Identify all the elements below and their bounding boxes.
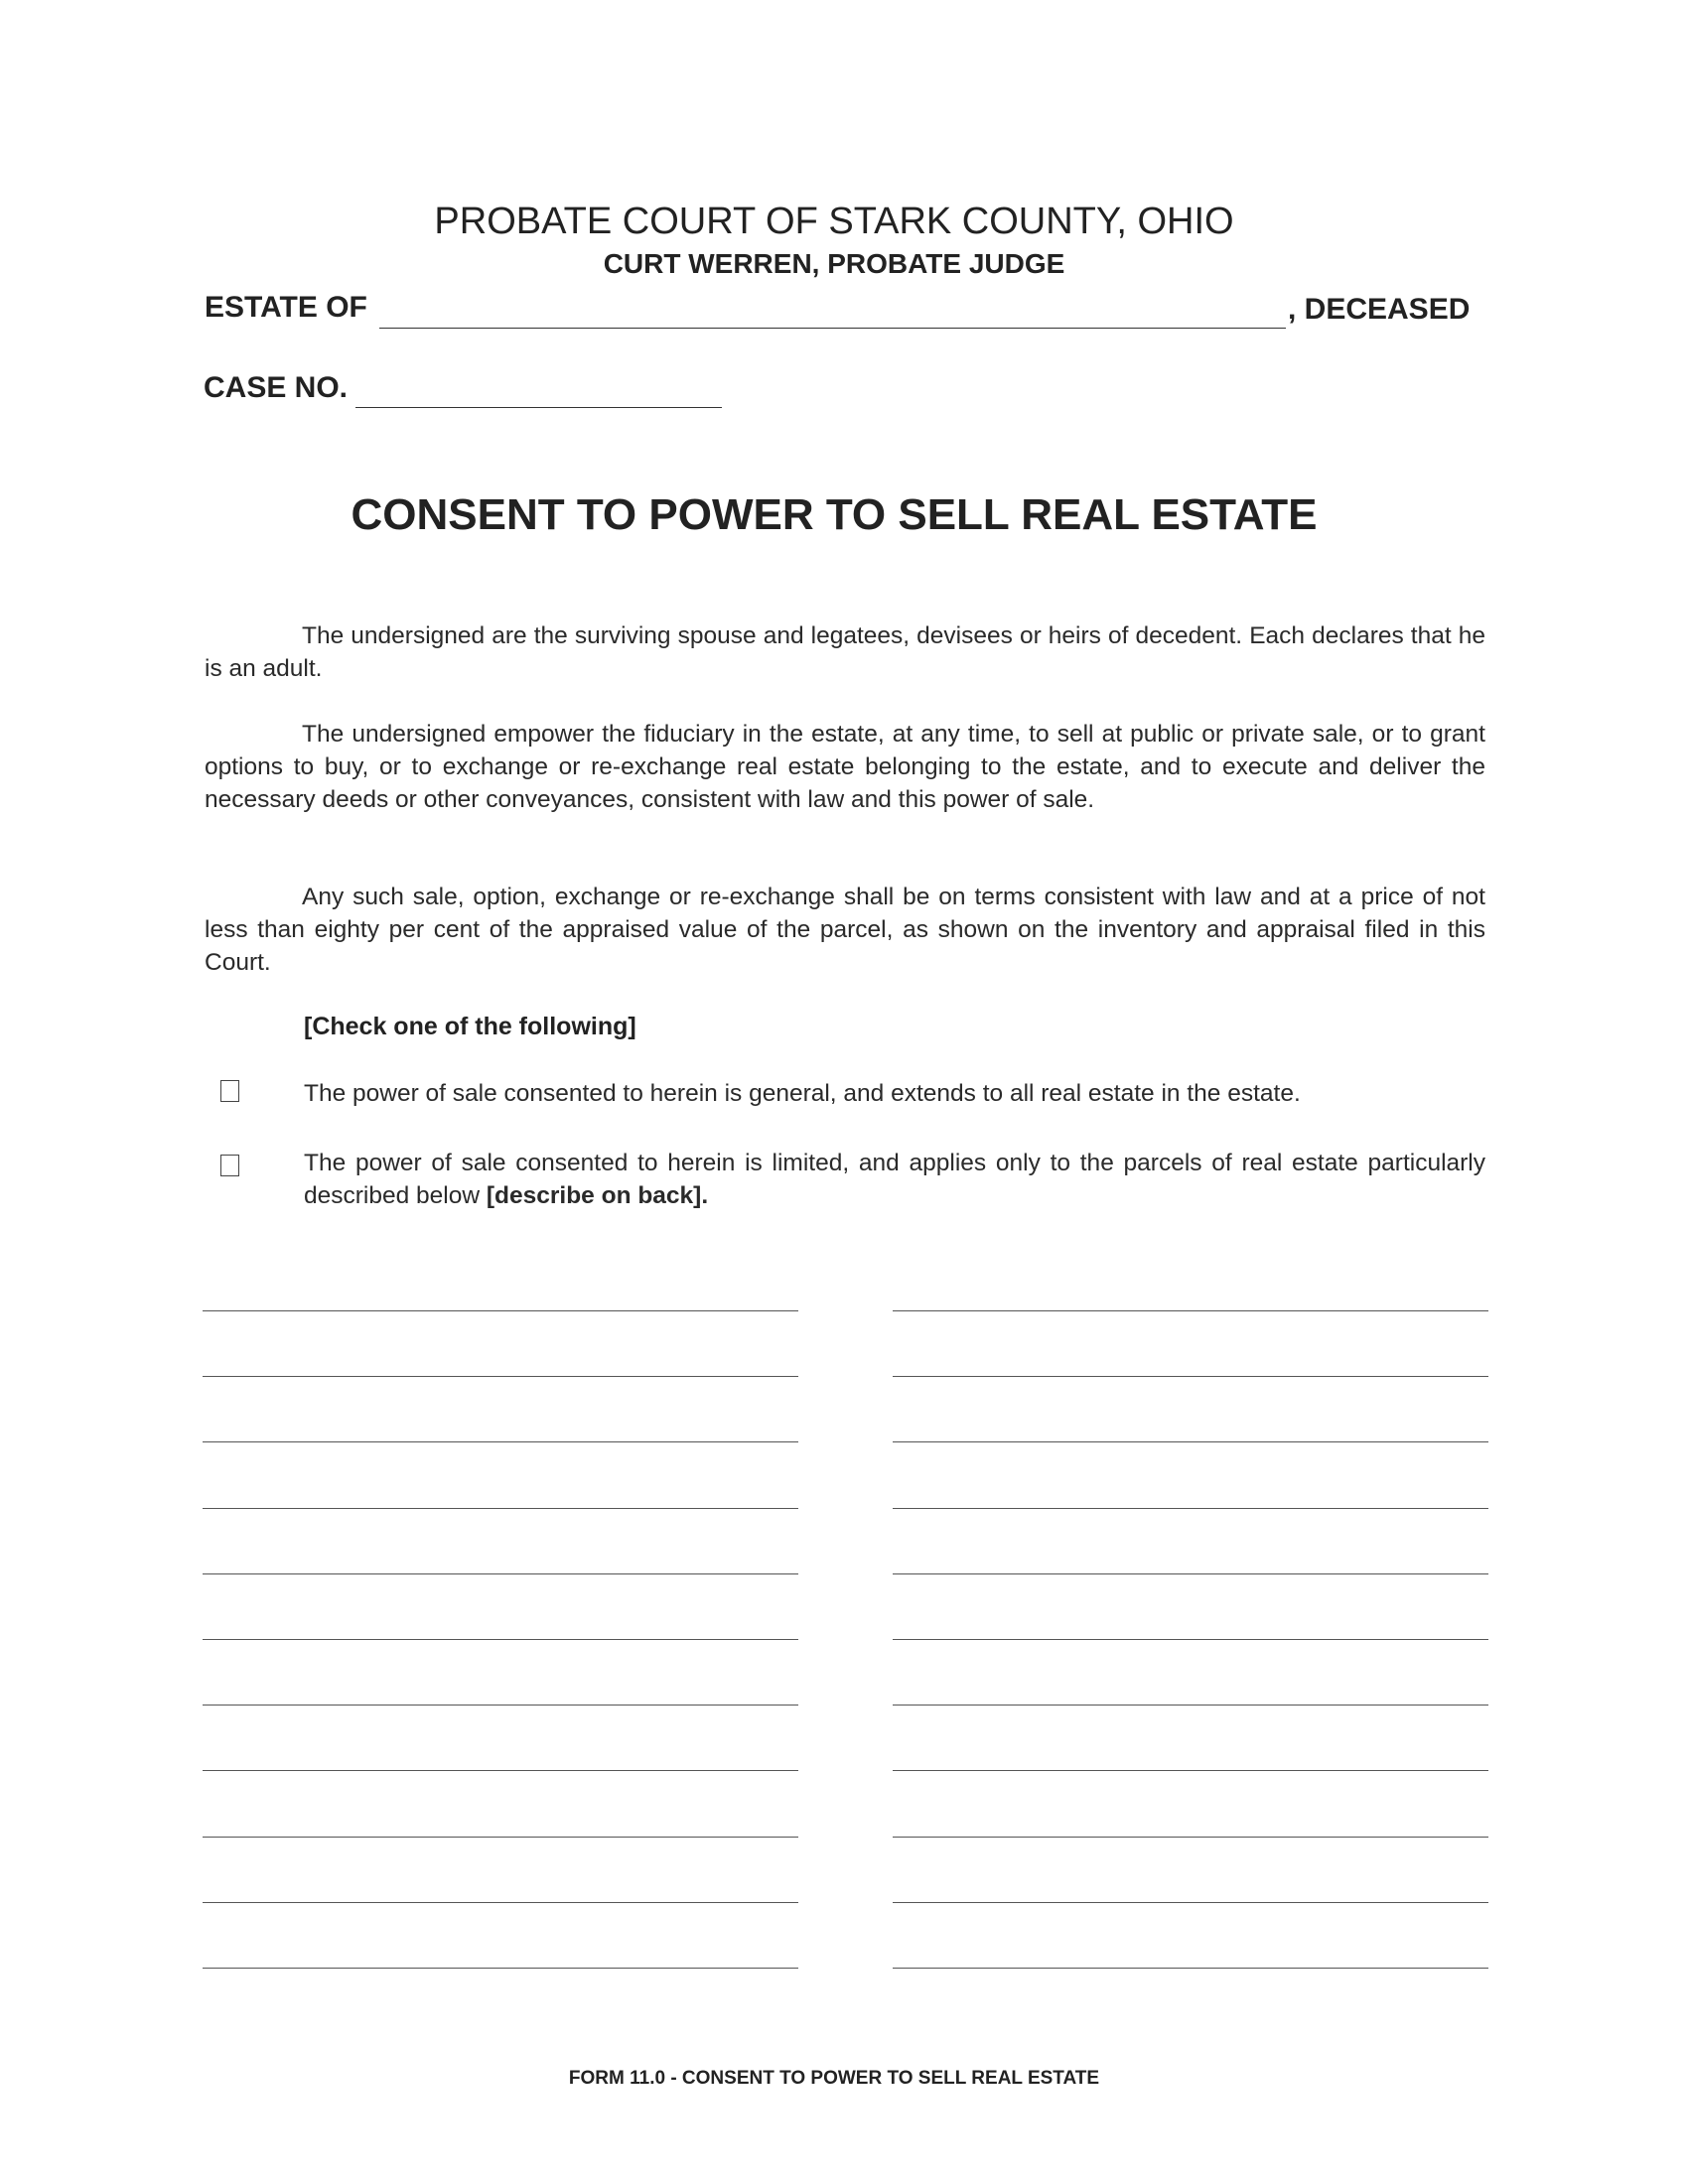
form-title: CONSENT TO POWER TO SELL REAL ESTATE xyxy=(351,490,1318,539)
right-signature-line[interactable] xyxy=(893,1376,1488,1377)
left-signature-line[interactable] xyxy=(203,1902,798,1903)
paragraph-empowerment: The undersigned empower the fiduciary in the estate, at any time, to sell at public or private sale, or to grant options to buy, or to exchange or re-exchange real estate belonging to the estate, and to execute and deliver the necessary deeds or other conveyances, consistent with law and this power of sale. xyxy=(205,721,1485,813)
left-signature-line[interactable] xyxy=(203,1968,798,1969)
left-signature-line[interactable] xyxy=(203,1441,798,1442)
left-signature-line[interactable] xyxy=(203,1310,798,1311)
right-signature-line[interactable] xyxy=(893,1837,1488,1838)
right-signature-line[interactable] xyxy=(893,1968,1488,1969)
left-signature-line[interactable] xyxy=(203,1639,798,1640)
left-signature-line[interactable] xyxy=(203,1508,798,1509)
right-signature-line[interactable] xyxy=(893,1705,1488,1706)
right-signature-line[interactable] xyxy=(893,1902,1488,1903)
right-signature-line[interactable] xyxy=(893,1770,1488,1771)
case-number-label: CASE NO. xyxy=(204,371,349,404)
right-signature-line[interactable] xyxy=(893,1441,1488,1442)
left-signature-line[interactable] xyxy=(203,1376,798,1377)
right-signature-line[interactable] xyxy=(893,1310,1488,1311)
left-signature-line[interactable] xyxy=(203,1770,798,1771)
estate-label: ESTATE OF xyxy=(205,291,367,324)
estate-name-field[interactable] xyxy=(379,328,1286,329)
general-power-checkbox[interactable] xyxy=(220,1080,239,1102)
option-general xyxy=(304,1077,1485,1110)
option-limited-bold: [describe on back]. xyxy=(486,1182,709,1209)
limited-power-checkbox[interactable] xyxy=(220,1155,239,1176)
left-signature-line[interactable] xyxy=(203,1573,798,1574)
paragraph-terms: Any such sale, option, exchange or re-exchange shall be on terms consistent with law and at a price of not less than eighty per cent of the appraised value of the parcel, as shown on the inventory and appraisal filed in this Court. xyxy=(205,884,1485,976)
option-general-text: The power of sale consented to herein is general, and extends to all real estate in the estate. xyxy=(304,1080,1301,1107)
form-footer: FORM 11.0 - CONSENT TO POWER TO SELL REAL ESTATE xyxy=(568,2068,1100,2089)
case-number-field[interactable] xyxy=(355,407,722,408)
right-signature-line[interactable] xyxy=(893,1508,1488,1509)
court-name: PROBATE COURT OF STARK COUNTY, OHIO xyxy=(434,201,1234,242)
left-signature-line[interactable] xyxy=(203,1705,798,1706)
check-instruction: [Check one of the following] xyxy=(304,1013,636,1040)
right-signature-line[interactable] xyxy=(893,1639,1488,1640)
option-limited-text: The power of sale consented to herein is limited, and applies only to the parcels of real estate particularly described below xyxy=(304,1150,1485,1209)
left-signature-line[interactable] xyxy=(203,1837,798,1838)
deceased-label: , DECEASED xyxy=(1288,293,1471,326)
judge-name: CURT WERREN, PROBATE JUDGE xyxy=(603,248,1065,279)
paragraph-parties: The undersigned are the surviving spouse and legatees, devisees or heirs of decedent. Each declares that he is an adult. xyxy=(205,622,1485,682)
right-signature-line[interactable] xyxy=(893,1573,1488,1574)
option-limited xyxy=(304,1147,1485,1212)
